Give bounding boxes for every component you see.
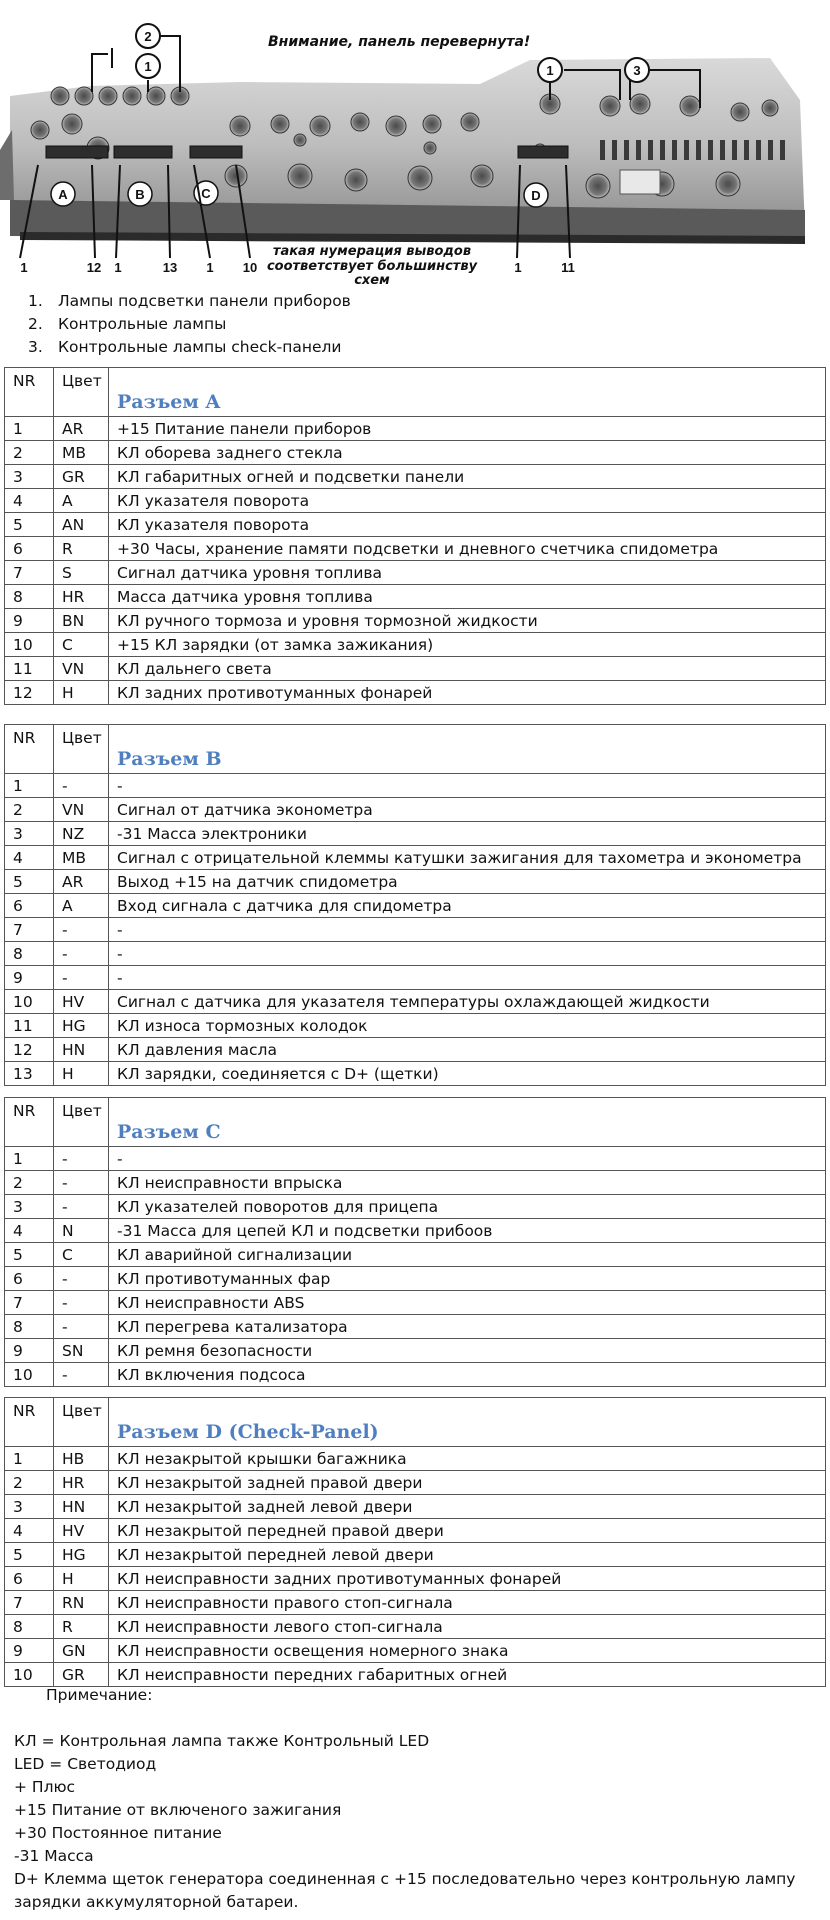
wire-color-cell: - (54, 1171, 109, 1195)
pin-function-cell: Сигнал от датчика эконометра (109, 798, 826, 822)
wire-color-cell: - (54, 942, 109, 966)
column-header-nr: NR (5, 368, 54, 417)
pin-function-cell: Сигнал датчика уровня топлива (109, 561, 826, 585)
table-row (5, 657, 826, 681)
pin-function-cell: -31 Масса для цепей КЛ и подсветки прибоов (109, 1219, 826, 1243)
note-line: LED = Светодиод (14, 1755, 157, 1773)
wire-color-cell: - (54, 774, 109, 798)
table-row (5, 513, 826, 537)
pin-function-cell: +15 КЛ зарядки (от замка зажикания) (109, 633, 826, 657)
wire-color-cell: GR (54, 1663, 109, 1687)
table-row (5, 1471, 826, 1495)
table-row (5, 1447, 826, 1471)
pin-function-cell: Выход +15 на датчик спидометра (109, 870, 826, 894)
pin-number: 12 (86, 260, 102, 275)
pin-number-cell: 2 (5, 441, 54, 465)
wire-color-cell: N (54, 1219, 109, 1243)
wire-color-cell: - (54, 1315, 109, 1339)
wire-color-cell: HN (54, 1495, 109, 1519)
pin-function-cell: КЛ незакрытой передней правой двери (109, 1519, 826, 1543)
pin-function-cell: КЛ противотуманных фар (109, 1267, 826, 1291)
pin-function-cell: КЛ указателя поворота (109, 489, 826, 513)
table-row (5, 1038, 826, 1062)
pin-number: 1 (514, 260, 522, 275)
connector-b-table (4, 724, 826, 1086)
connector-label-a: A (58, 187, 68, 202)
column-header-nr: NR (5, 1398, 54, 1447)
column-header-color: Цвет (54, 368, 109, 417)
column-header-color: Цвет (54, 725, 109, 774)
table-row (5, 585, 826, 609)
section-title: Разъем A (117, 391, 221, 413)
wire-color-cell: MB (54, 846, 109, 870)
pin-number-cell: 13 (5, 1062, 54, 1086)
pin-function-cell: КЛ указателей поворотов для прицепа (109, 1195, 826, 1219)
pin-number-cell: 1 (5, 774, 54, 798)
caption-line-2: соответствует большинству (266, 259, 478, 274)
connector-label-b: B (135, 187, 145, 202)
pin-function-cell: - (109, 1147, 826, 1171)
pin-number-cell: 3 (5, 822, 54, 846)
wire-color-cell: H (54, 1062, 109, 1086)
table-row (5, 846, 826, 870)
connector-d-table (4, 1397, 826, 1687)
pin-function-cell: КЛ незакрытой крышки багажника (109, 1447, 826, 1471)
legend-text: Лампы подсветки панели приборов (58, 292, 351, 310)
wire-color-cell: HN (54, 1038, 109, 1062)
table-row (5, 990, 826, 1014)
connector-c-table (4, 1097, 826, 1387)
pin-number-cell: 9 (5, 966, 54, 990)
legend-list (28, 290, 351, 359)
pin-number-cell: 6 (5, 537, 54, 561)
table-row (5, 774, 826, 798)
wire-color-cell: BN (54, 609, 109, 633)
warning-text: Внимание, панель перевернута! (268, 34, 531, 50)
wire-color-cell: HV (54, 990, 109, 1014)
table-row (5, 798, 826, 822)
instrument-panel-photo (0, 0, 805, 290)
pin-function-cell: КЛ неисправности освещения номерного знака (109, 1639, 826, 1663)
pin-number: 1 (206, 260, 214, 275)
wire-color-cell: - (54, 1363, 109, 1387)
pin-number-cell: 10 (5, 1363, 54, 1387)
table-row (5, 1495, 826, 1519)
table-row (5, 633, 826, 657)
pin-function-cell: КЛ неисправности впрыска (109, 1171, 826, 1195)
pin-number-cell: 2 (5, 1471, 54, 1495)
wire-color-cell: MB (54, 441, 109, 465)
table-row (5, 609, 826, 633)
wire-color-cell: - (54, 1291, 109, 1315)
connector-label-d: D (531, 188, 541, 203)
pin-number-cell: 7 (5, 561, 54, 585)
pin-number-cell: 8 (5, 942, 54, 966)
wire-color-cell: A (54, 489, 109, 513)
wire-color-cell: H (54, 681, 109, 705)
pin-number-cell: 12 (5, 681, 54, 705)
pin-number-cell: 10 (5, 990, 54, 1014)
wire-color-cell: GR (54, 465, 109, 489)
pin-function-cell: КЛ незакрытой задней правой двери (109, 1471, 826, 1495)
pin-function-cell: КЛ оборева заднего стекла (109, 441, 826, 465)
table-row (5, 1567, 826, 1591)
table-row (5, 465, 826, 489)
wire-color-cell: H (54, 1567, 109, 1591)
table-row (5, 1663, 826, 1687)
pin-function-cell: - (109, 966, 826, 990)
table-row (5, 1195, 826, 1219)
wire-color-cell: HV (54, 1519, 109, 1543)
pin-number-cell: 6 (5, 894, 54, 918)
callout-2: 2 (144, 29, 152, 44)
pin-number-cell: 7 (5, 918, 54, 942)
table-row (5, 681, 826, 705)
pin-number-cell: 6 (5, 1267, 54, 1291)
pin-number-cell: 9 (5, 609, 54, 633)
pin-number-cell: 3 (5, 1195, 54, 1219)
section-title: Разъем D (Check-Panel) (117, 1421, 379, 1443)
wire-color-cell: AN (54, 513, 109, 537)
wire-color-cell: NZ (54, 822, 109, 846)
pin-number-cell: 10 (5, 1663, 54, 1687)
table-row (5, 1315, 826, 1339)
pin-function-cell: КЛ неисправности ABS (109, 1291, 826, 1315)
table-row (5, 1339, 826, 1363)
table-row (5, 1147, 826, 1171)
pin-function-cell: КЛ неисправности левого стоп-сигнала (109, 1615, 826, 1639)
label-sticker (620, 170, 660, 194)
wire-color-cell: R (54, 1615, 109, 1639)
table-row (5, 1267, 826, 1291)
section-title: Разъем B (117, 748, 222, 770)
section-title: Разъем C (117, 1121, 221, 1143)
pin-number-cell: 3 (5, 465, 54, 489)
table-row (5, 1219, 826, 1243)
pin-function-cell: КЛ давления масла (109, 1038, 826, 1062)
wire-color-cell: - (54, 1195, 109, 1219)
pin-function-cell: КЛ перегрева катализатора (109, 1315, 826, 1339)
table-row (5, 822, 826, 846)
pin-number-cell: 5 (5, 513, 54, 537)
pin-number-cell: 5 (5, 1543, 54, 1567)
pin-function-cell: КЛ неисправности задних противотуманных фонарей (109, 1567, 826, 1591)
pin-number-cell: 4 (5, 846, 54, 870)
table-header-row (5, 1098, 826, 1147)
pin-number: 10 (242, 260, 258, 275)
legend-text: Контрольные лампы check-панели (58, 338, 342, 356)
table-row (5, 870, 826, 894)
pin-number-cell: 1 (5, 1147, 54, 1171)
pin-function-cell: Масса датчика уровня топлива (109, 585, 826, 609)
note-line: D+ Клемма щеток генератора соединенная с +15 последовательно через контрольную лампу (14, 1870, 796, 1888)
table-row (5, 918, 826, 942)
pin-function-cell: КЛ зарядки, соединяется с D+ (щетки) (109, 1062, 826, 1086)
pin-function-cell: КЛ неисправности правого стоп-сигнала (109, 1591, 826, 1615)
wire-color-cell: R (54, 537, 109, 561)
pin-number-cell: 12 (5, 1038, 54, 1062)
pin-number-cell: 11 (5, 1014, 54, 1038)
table-row (5, 537, 826, 561)
table-row (5, 561, 826, 585)
pin-number-cell: 1 (5, 417, 54, 441)
wire-color-cell: - (54, 1267, 109, 1291)
pin-function-cell: КЛ ручного тормоза и уровня тормозной жидкости (109, 609, 826, 633)
table-header-row (5, 1398, 826, 1447)
pin-function-cell: - (109, 774, 826, 798)
legend-text: Контрольные лампы (58, 315, 227, 333)
wire-color-cell: HG (54, 1543, 109, 1567)
wire-color-cell: SN (54, 1339, 109, 1363)
connector-a-table (4, 367, 826, 705)
pin-function-cell: КЛ габаритных огней и подсветки панели (109, 465, 826, 489)
pin-number-cell: 1 (5, 1447, 54, 1471)
pin-function-cell: КЛ задних противотуманных фонарей (109, 681, 826, 705)
table-row (5, 1615, 826, 1639)
wire-color-cell: HG (54, 1014, 109, 1038)
pin-function-cell: КЛ незакрытой передней левой двери (109, 1543, 826, 1567)
legend-item: 3. Контрольные лампы check-панели (28, 338, 342, 356)
wire-color-cell: GN (54, 1639, 109, 1663)
caption-line-3: схем (354, 273, 390, 288)
wire-color-cell: HB (54, 1447, 109, 1471)
note-line: зарядки аккумуляторной батареи. (14, 1893, 299, 1911)
table-row (5, 417, 826, 441)
wire-color-cell: - (54, 1147, 109, 1171)
pin-number-cell: 9 (5, 1639, 54, 1663)
pin-number: 11 (561, 260, 575, 275)
pin-number-cell: 9 (5, 1339, 54, 1363)
panel-illustration (0, 0, 805, 290)
callout-3: 3 (633, 63, 641, 78)
note-line: -31 Масса (14, 1847, 94, 1865)
table-row (5, 1171, 826, 1195)
table-row (5, 1014, 826, 1038)
wire-color-cell: - (54, 918, 109, 942)
pin-number-cell: 4 (5, 489, 54, 513)
pin-number-cell: 2 (5, 798, 54, 822)
wire-color-cell: A (54, 894, 109, 918)
pin-number-cell: 3 (5, 1495, 54, 1519)
pin-number-cell: 7 (5, 1291, 54, 1315)
pin-function-cell: Сигнал с отрицательной клеммы катушки зажигания для тахометра и эконометра (109, 846, 826, 870)
table-row (5, 1639, 826, 1663)
pin-number-cell: 8 (5, 585, 54, 609)
table-row (5, 966, 826, 990)
wire-color-cell: S (54, 561, 109, 585)
table-row (5, 894, 826, 918)
wire-color-cell: RN (54, 1591, 109, 1615)
pin-function-cell: - (109, 918, 826, 942)
table-row (5, 1062, 826, 1086)
pin-number: 1 (114, 260, 122, 275)
wire-color-cell: C (54, 1243, 109, 1267)
pin-function-cell: Вход сигнала с датчика для спидометра (109, 894, 826, 918)
wire-color-cell: AR (54, 870, 109, 894)
pin-function-cell: КЛ аварийной сигнализации (109, 1243, 826, 1267)
note-line: +30 Постоянное питание (14, 1824, 222, 1842)
legend-item: 1. Лампы подсветки панели приборов (28, 292, 351, 310)
pin-number-cell: 5 (5, 870, 54, 894)
pin-function-cell: Сигнал с датчика для указателя температуры охлаждающей жидкости (109, 990, 826, 1014)
pin-number-cell: 10 (5, 633, 54, 657)
callout-1-right: 1 (546, 63, 554, 78)
pin-function-cell: КЛ включения подсоса (109, 1363, 826, 1387)
pin-function-cell: +15 Питание панели приборов (109, 417, 826, 441)
pin-function-cell: КЛ износа тормозных колодок (109, 1014, 826, 1038)
table-row (5, 1591, 826, 1615)
note-line: +15 Питание от включеного зажигания (14, 1801, 342, 1819)
wire-color-cell: VN (54, 657, 109, 681)
caption-line-1: такая нумерация выводов (272, 244, 472, 259)
table-row (5, 1543, 826, 1567)
wire-color-cell: VN (54, 798, 109, 822)
table-row (5, 1519, 826, 1543)
table-row (5, 942, 826, 966)
column-header-color: Цвет (54, 1098, 109, 1147)
note-line: КЛ = Контрольная лампа также Контрольный LED (14, 1732, 430, 1750)
legend-item: 2. Контрольные лампы (28, 315, 227, 333)
pin-number-cell: 2 (5, 1171, 54, 1195)
pin-function-cell: -31 Масса электроники (109, 822, 826, 846)
pin-number-cell: 7 (5, 1591, 54, 1615)
pin-function-cell: КЛ ремня безопасности (109, 1339, 826, 1363)
table-row (5, 441, 826, 465)
pin-number-cell: 6 (5, 1567, 54, 1591)
notes-title: Примечание: (46, 1686, 153, 1704)
column-header-color: Цвет (54, 1398, 109, 1447)
table-row (5, 1363, 826, 1387)
wire-color-cell: - (54, 966, 109, 990)
wire-color-cell: AR (54, 417, 109, 441)
pin-number-cell: 11 (5, 657, 54, 681)
pin-number-cell: 4 (5, 1519, 54, 1543)
pin-function-cell: КЛ дальнего света (109, 657, 826, 681)
pin-function-cell: - (109, 942, 826, 966)
table-row (5, 489, 826, 513)
table-header-row (5, 368, 826, 417)
pin-number-cell: 8 (5, 1315, 54, 1339)
table-header-row (5, 725, 826, 774)
column-header-nr: NR (5, 725, 54, 774)
pin-function-cell: +30 Часы, хранение памяти подсветки и дневного счетчика спидометра (109, 537, 826, 561)
pin-number: 13 (162, 260, 178, 275)
connector-label-c: C (201, 186, 211, 201)
pin-function-cell: КЛ указателя поворота (109, 513, 826, 537)
wire-color-cell: HR (54, 585, 109, 609)
table-row (5, 1291, 826, 1315)
pin-number: 1 (20, 260, 28, 275)
pin-number-cell: 8 (5, 1615, 54, 1639)
note-line: + Плюс (14, 1778, 76, 1796)
callout-1-left: 1 (144, 59, 152, 74)
pin-function-cell: КЛ неисправности передних габаритных огней (109, 1663, 826, 1687)
pin-number-cell: 5 (5, 1243, 54, 1267)
column-header-nr: NR (5, 1098, 54, 1147)
pin-number-cell: 4 (5, 1219, 54, 1243)
table-row (5, 1243, 826, 1267)
wire-color-cell: HR (54, 1471, 109, 1495)
pin-function-cell: КЛ незакрытой задней левой двери (109, 1495, 826, 1519)
wire-color-cell: C (54, 633, 109, 657)
